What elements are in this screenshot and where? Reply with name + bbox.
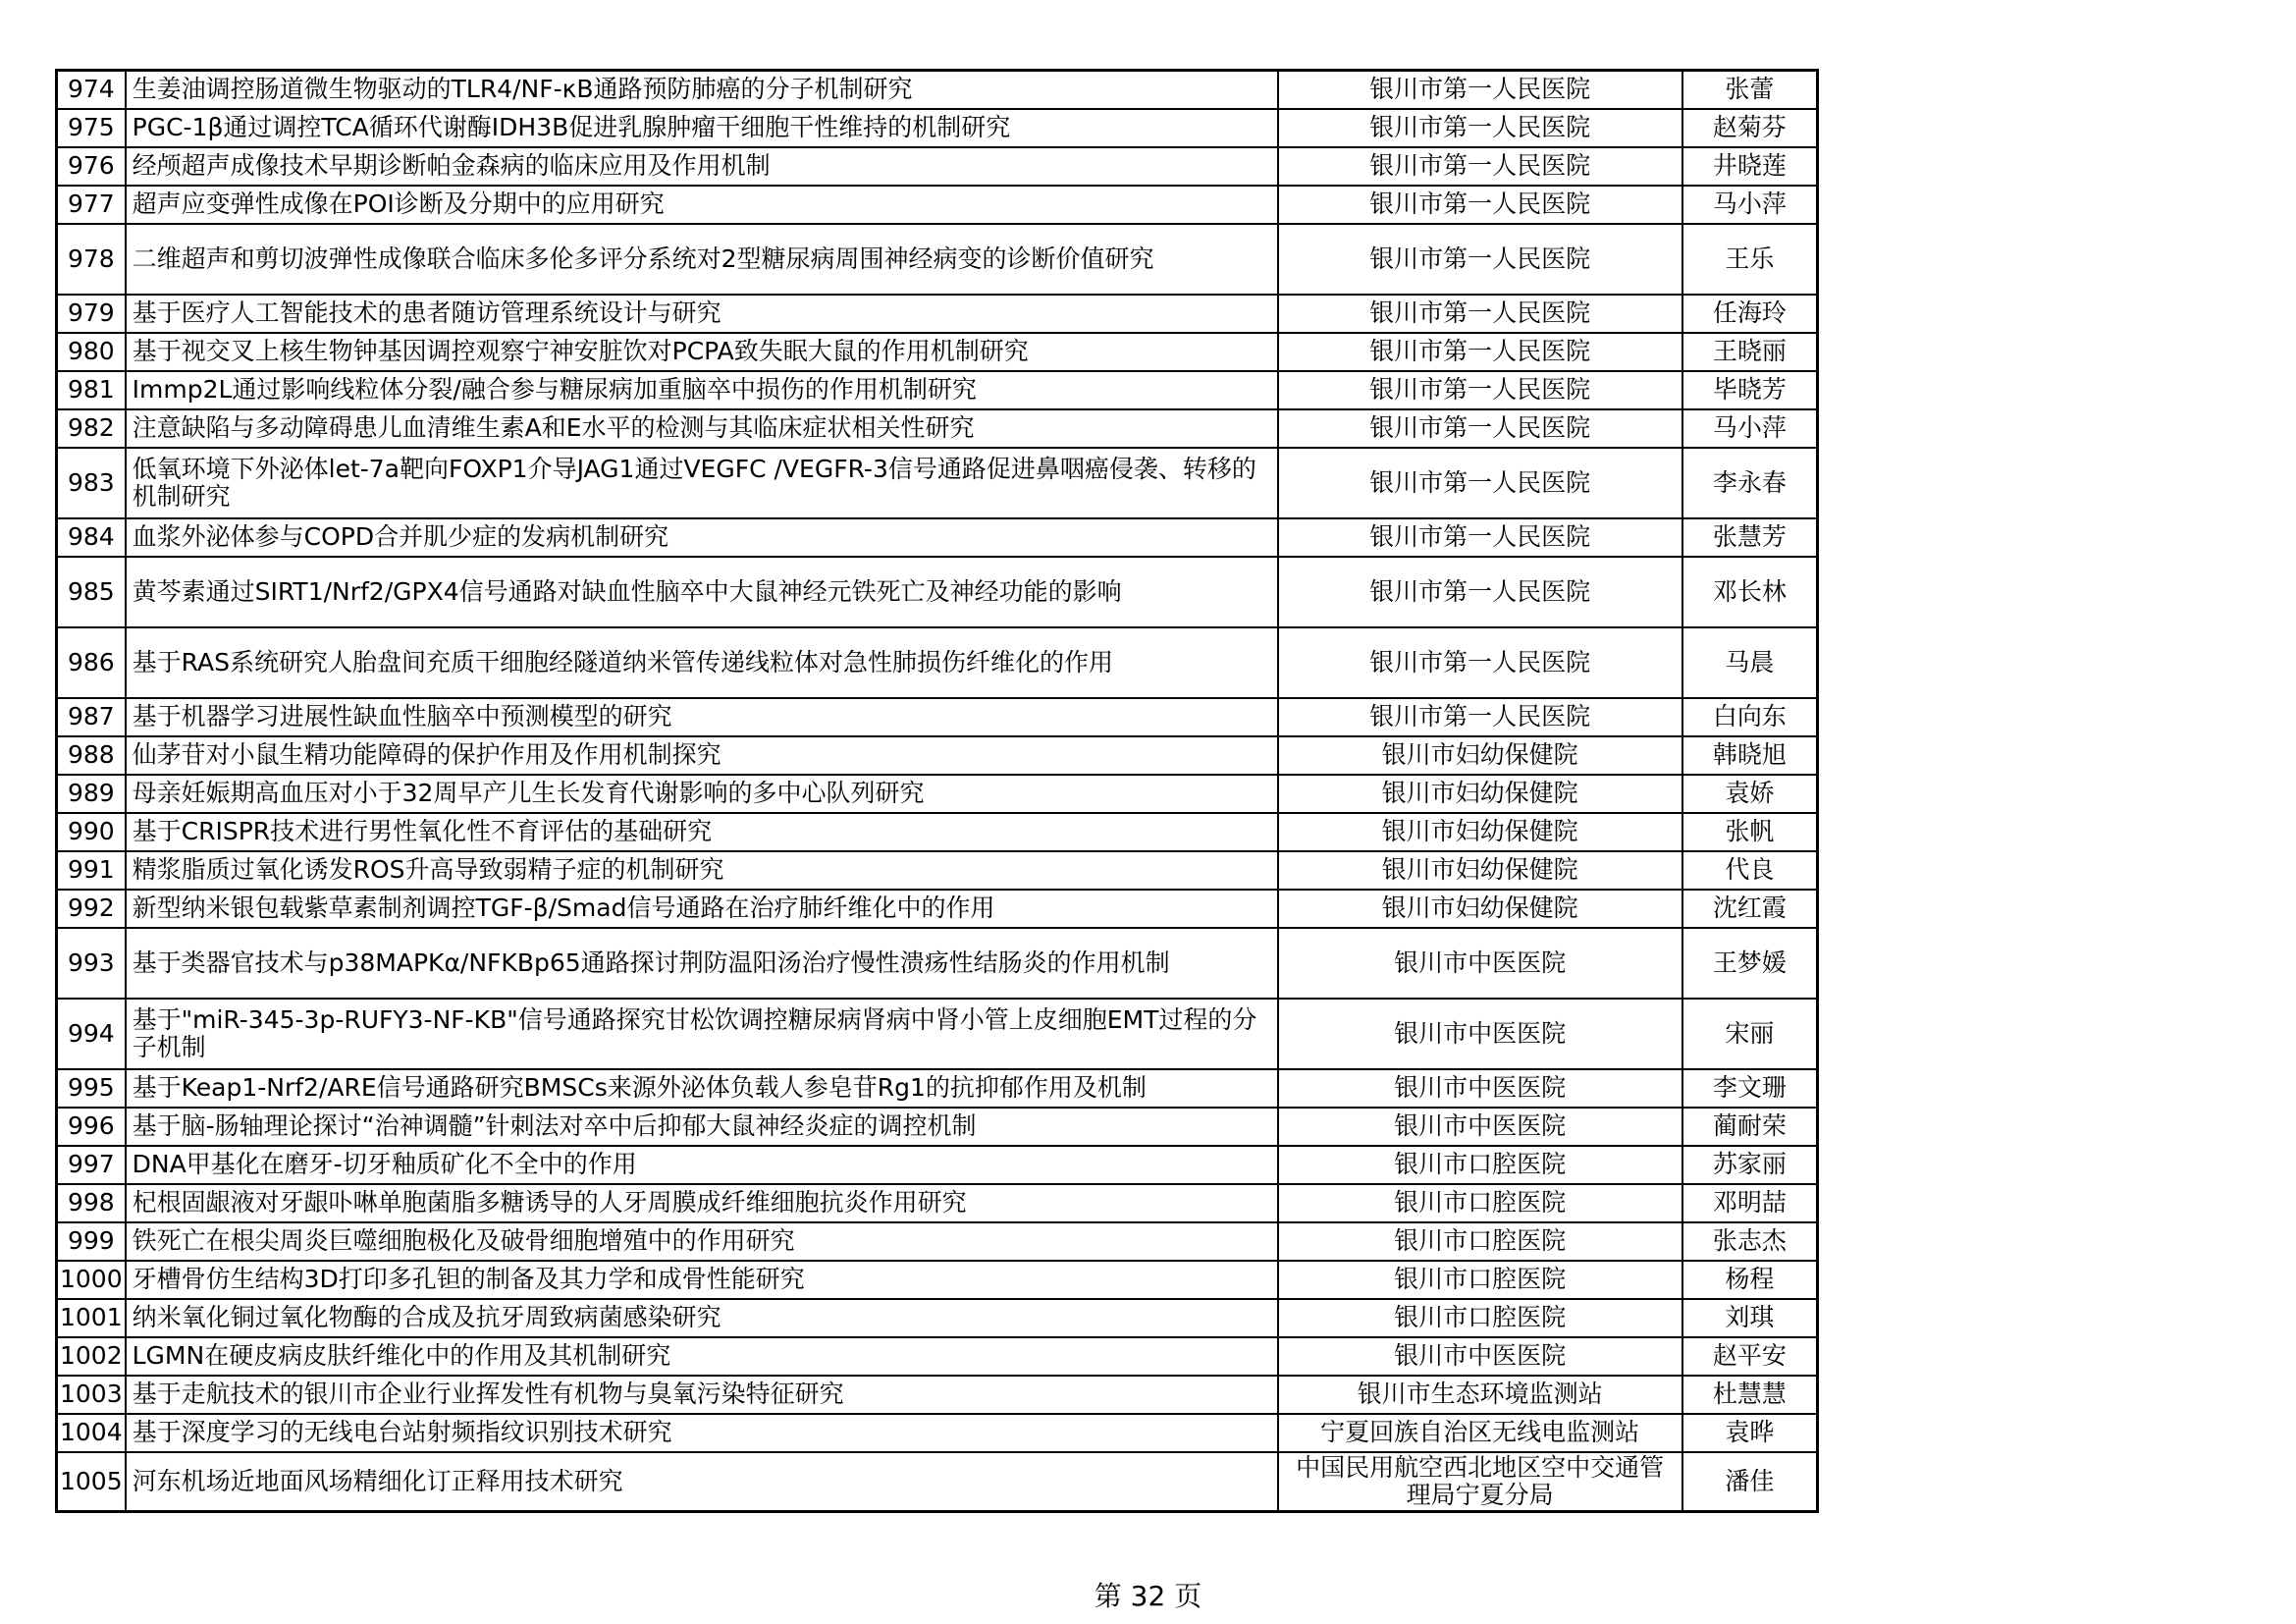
table-row xyxy=(57,1337,1818,1376)
project-title-cell: 基于Keap1-Nrf2/ARE信号通路研究BMSCs来源外泌体负载人参皂苷Rg1的抗抑郁作用及机制 xyxy=(126,1069,1278,1108)
person-in-charge-cell: 白向东 xyxy=(1682,698,1818,736)
institution-cell: 银川市口腔医院 xyxy=(1278,1299,1682,1337)
project-title-cell: 河东机场近地面风场精细化订正释用技术研究 xyxy=(126,1452,1278,1512)
project-number-cell: 997 xyxy=(57,1146,126,1184)
institution-cell: 银川市妇幼保健院 xyxy=(1278,775,1682,813)
project-number-cell: 992 xyxy=(57,890,126,928)
person-in-charge-cell: 蔺耐荣 xyxy=(1682,1108,1818,1146)
project-number-cell: 996 xyxy=(57,1108,126,1146)
project-title-cell: 超声应变弹性成像在POI诊断及分期中的应用研究 xyxy=(126,186,1278,224)
institution-cell: 银川市第一人民医院 xyxy=(1278,557,1682,627)
project-title-cell: 基于CRISPR技术进行男性氧化性不育评估的基础研究 xyxy=(126,813,1278,851)
project-number-cell: 987 xyxy=(57,698,126,736)
project-title-cell: 二维超声和剪切波弹性成像联合临床多伦多评分系统对2型糖尿病周围神经病变的诊断价值研究 xyxy=(126,224,1278,295)
table-row xyxy=(57,1261,1818,1299)
project-number-cell: 1005 xyxy=(57,1452,126,1512)
table-row xyxy=(57,627,1818,698)
table-row xyxy=(57,890,1818,928)
table-row xyxy=(57,1222,1818,1261)
project-number-cell: 989 xyxy=(57,775,126,813)
project-number-cell: 978 xyxy=(57,224,126,295)
institution-cell: 银川市生态环境监测站 xyxy=(1278,1376,1682,1414)
person-in-charge-cell: 杨程 xyxy=(1682,1261,1818,1299)
project-title-cell: 基于"miR-345-3p-RUFY3-NF-KB"信号通路探究甘松饮调控糖尿病肾病中肾小管上皮细胞EMT过程的分子机制 xyxy=(126,999,1278,1069)
institution-cell: 银川市口腔医院 xyxy=(1278,1184,1682,1222)
person-in-charge-cell: 袁娇 xyxy=(1682,775,1818,813)
table-row xyxy=(57,224,1818,295)
project-title-cell: 纳米氧化铜过氧化物酶的合成及抗牙周致病菌感染研究 xyxy=(126,1299,1278,1337)
person-in-charge-cell: 任海玲 xyxy=(1682,295,1818,333)
institution-cell: 银川市妇幼保健院 xyxy=(1278,813,1682,851)
project-number-cell: 982 xyxy=(57,409,126,448)
project-title-cell: Immp2L通过影响线粒体分裂/融合参与糖尿病加重脑卒中损伤的作用机制研究 xyxy=(126,371,1278,409)
institution-cell: 银川市第一人民医院 xyxy=(1278,71,1682,109)
person-in-charge-cell: 王晓丽 xyxy=(1682,333,1818,371)
person-in-charge-cell: 苏家丽 xyxy=(1682,1146,1818,1184)
institution-cell: 银川市妇幼保健院 xyxy=(1278,890,1682,928)
project-title-cell: 经颅超声成像技术早期诊断帕金森病的临床应用及作用机制 xyxy=(126,147,1278,186)
table-row xyxy=(57,736,1818,775)
institution-cell: 银川市妇幼保健院 xyxy=(1278,851,1682,890)
institution-cell: 银川市中医医院 xyxy=(1278,1069,1682,1108)
institution-cell: 银川市口腔医院 xyxy=(1278,1146,1682,1184)
project-number-cell: 1004 xyxy=(57,1414,126,1452)
institution-cell: 银川市第一人民医院 xyxy=(1278,698,1682,736)
table-row xyxy=(57,999,1818,1069)
table-row xyxy=(57,71,1818,109)
project-number-cell: 1001 xyxy=(57,1299,126,1337)
person-in-charge-cell: 赵菊芬 xyxy=(1682,109,1818,147)
institution-cell: 银川市第一人民医院 xyxy=(1278,518,1682,557)
table-row xyxy=(57,371,1818,409)
person-in-charge-cell: 赵平安 xyxy=(1682,1337,1818,1376)
project-number-cell: 979 xyxy=(57,295,126,333)
table-row xyxy=(57,928,1818,999)
project-title-cell: 低氧环境下外泌体let-7a靶向FOXP1介导JAG1通过VEGFC /VEGFR-3信号通路促进鼻咽癌侵袭、转移的机制研究 xyxy=(126,448,1278,518)
institution-cell: 银川市中医医院 xyxy=(1278,1108,1682,1146)
project-title-cell: 铁死亡在根尖周炎巨噬细胞极化及破骨细胞增殖中的作用研究 xyxy=(126,1222,1278,1261)
project-title-cell: 注意缺陷与多动障碍患儿血清维生素A和E水平的检测与其临床症状相关性研究 xyxy=(126,409,1278,448)
institution-cell: 银川市第一人民医院 xyxy=(1278,295,1682,333)
project-title-cell: PGC-1β通过调控TCA循环代谢酶IDH3B促进乳腺肿瘤干细胞干性维持的机制研究 xyxy=(126,109,1278,147)
institution-cell: 银川市第一人民医院 xyxy=(1278,409,1682,448)
project-title-cell: 基于视交叉上核生物钟基因调控观察宁神安脏饮对PCPA致失眠大鼠的作用机制研究 xyxy=(126,333,1278,371)
person-in-charge-cell: 张慧芳 xyxy=(1682,518,1818,557)
institution-cell: 宁夏回族自治区无线电监测站 xyxy=(1278,1414,1682,1452)
person-in-charge-cell: 马小萍 xyxy=(1682,186,1818,224)
project-title-cell: 基于走航技术的银川市企业行业挥发性有机物与臭氧污染特征研究 xyxy=(126,1376,1278,1414)
table-row xyxy=(57,333,1818,371)
project-title-cell: 仙茅苷对小鼠生精功能障碍的保护作用及作用机制探究 xyxy=(126,736,1278,775)
project-title-cell: 母亲妊娠期高血压对小于32周早产儿生长发育代谢影响的多中心队列研究 xyxy=(126,775,1278,813)
project-title-cell: 基于脑-肠轴理论探讨“治神调髓”针刺法对卒中后抑郁大鼠神经炎症的调控机制 xyxy=(126,1108,1278,1146)
person-in-charge-cell: 王乐 xyxy=(1682,224,1818,295)
institution-cell: 银川市口腔医院 xyxy=(1278,1222,1682,1261)
person-in-charge-cell: 马晨 xyxy=(1682,627,1818,698)
project-title-cell: 生姜油调控肠道微生物驱动的TLR4/NF-κB通路预防肺癌的分子机制研究 xyxy=(126,71,1278,109)
project-title-cell: 基于类器官技术与p38MAPKα/NFKBp65通路探讨荆防温阳汤治疗慢性溃疡性结肠炎的作用机制 xyxy=(126,928,1278,999)
person-in-charge-cell: 宋丽 xyxy=(1682,999,1818,1069)
project-number-cell: 983 xyxy=(57,448,126,518)
person-in-charge-cell: 张蕾 xyxy=(1682,71,1818,109)
table-row xyxy=(57,448,1818,518)
project-table xyxy=(55,69,1819,1513)
project-number-cell: 990 xyxy=(57,813,126,851)
table-row xyxy=(57,775,1818,813)
table-row xyxy=(57,1452,1818,1512)
project-title-cell: 黄芩素通过SIRT1/Nrf2/GPX4信号通路对缺血性脑卒中大鼠神经元铁死亡及神经功能的影响 xyxy=(126,557,1278,627)
project-title-cell: 牙槽骨仿生结构3D打印多孔钽的制备及其力学和成骨性能研究 xyxy=(126,1261,1278,1299)
project-title-cell: 基于机器学习进展性缺血性脑卒中预测模型的研究 xyxy=(126,698,1278,736)
project-number-cell: 976 xyxy=(57,147,126,186)
person-in-charge-cell: 李永春 xyxy=(1682,448,1818,518)
institution-cell: 银川市第一人民医院 xyxy=(1278,224,1682,295)
institution-cell: 银川市第一人民医院 xyxy=(1278,333,1682,371)
institution-cell: 银川市口腔医院 xyxy=(1278,1261,1682,1299)
institution-cell: 银川市第一人民医院 xyxy=(1278,147,1682,186)
table-row xyxy=(57,698,1818,736)
institution-cell: 银川市第一人民医院 xyxy=(1278,186,1682,224)
institution-cell: 银川市第一人民医院 xyxy=(1278,627,1682,698)
project-title-cell: 基于深度学习的无线电台站射频指纹识别技术研究 xyxy=(126,1414,1278,1452)
table-row xyxy=(57,147,1818,186)
project-title-cell: DNA甲基化在磨牙-切牙釉质矿化不全中的作用 xyxy=(126,1146,1278,1184)
person-in-charge-cell: 沈红霞 xyxy=(1682,890,1818,928)
project-number-cell: 984 xyxy=(57,518,126,557)
project-number-cell: 981 xyxy=(57,371,126,409)
person-in-charge-cell: 张志杰 xyxy=(1682,1222,1818,1261)
table-row xyxy=(57,518,1818,557)
person-in-charge-cell: 潘佳 xyxy=(1682,1452,1818,1512)
project-number-cell: 995 xyxy=(57,1069,126,1108)
project-title-cell: LGMN在硬皮病皮肤纤维化中的作用及其机制研究 xyxy=(126,1337,1278,1376)
project-number-cell: 977 xyxy=(57,186,126,224)
person-in-charge-cell: 张帆 xyxy=(1682,813,1818,851)
table-row xyxy=(57,186,1818,224)
institution-cell: 银川市第一人民医院 xyxy=(1278,371,1682,409)
institution-cell: 银川市中医医院 xyxy=(1278,928,1682,999)
project-number-cell: 985 xyxy=(57,557,126,627)
person-in-charge-cell: 代良 xyxy=(1682,851,1818,890)
table-row xyxy=(57,851,1818,890)
project-number-cell: 988 xyxy=(57,736,126,775)
table-row xyxy=(57,1376,1818,1414)
project-number-cell: 994 xyxy=(57,999,126,1069)
person-in-charge-cell: 邓明喆 xyxy=(1682,1184,1818,1222)
project-number-cell: 1000 xyxy=(57,1261,126,1299)
project-number-cell: 993 xyxy=(57,928,126,999)
table-row xyxy=(57,409,1818,448)
table-row xyxy=(57,1108,1818,1146)
page-number: 第 32 页 xyxy=(1094,1580,1202,1612)
person-in-charge-cell: 井晓莲 xyxy=(1682,147,1818,186)
project-number-cell: 999 xyxy=(57,1222,126,1261)
project-title-cell: 新型纳米银包载紫草素制剂调控TGF-β/Smad信号通路在治疗肺纤维化中的作用 xyxy=(126,890,1278,928)
project-title-cell: 基于RAS系统研究人胎盘间充质干细胞经隧道纳米管传递线粒体对急性肺损伤纤维化的作用 xyxy=(126,627,1278,698)
project-title-cell: 精浆脂质过氧化诱发ROS升高导致弱精子症的机制研究 xyxy=(126,851,1278,890)
table-row xyxy=(57,1184,1818,1222)
table-row xyxy=(57,295,1818,333)
project-title-cell: 基于医疗人工智能技术的患者随访管理系统设计与研究 xyxy=(126,295,1278,333)
person-in-charge-cell: 王梦媛 xyxy=(1682,928,1818,999)
institution-cell: 银川市妇幼保健院 xyxy=(1278,736,1682,775)
project-number-cell: 974 xyxy=(57,71,126,109)
project-title-cell: 杞根固龈液对牙龈卟啉单胞菌脂多糖诱导的人牙周膜成纤维细胞抗炎作用研究 xyxy=(126,1184,1278,1222)
table-row xyxy=(57,813,1818,851)
table-row xyxy=(57,557,1818,627)
table-row xyxy=(57,1414,1818,1452)
person-in-charge-cell: 毕晓芳 xyxy=(1682,371,1818,409)
project-number-cell: 1002 xyxy=(57,1337,126,1376)
table-row xyxy=(57,109,1818,147)
person-in-charge-cell: 马小萍 xyxy=(1682,409,1818,448)
institution-cell: 银川市中医医院 xyxy=(1278,1337,1682,1376)
table-row xyxy=(57,1299,1818,1337)
institution-cell: 银川市第一人民医院 xyxy=(1278,448,1682,518)
project-title-cell: 血浆外泌体参与COPD合并肌少症的发病机制研究 xyxy=(126,518,1278,557)
person-in-charge-cell: 杜慧慧 xyxy=(1682,1376,1818,1414)
project-number-cell: 1003 xyxy=(57,1376,126,1414)
institution-cell: 银川市第一人民医院 xyxy=(1278,109,1682,147)
project-number-cell: 975 xyxy=(57,109,126,147)
project-number-cell: 986 xyxy=(57,627,126,698)
project-number-cell: 991 xyxy=(57,851,126,890)
person-in-charge-cell: 刘琪 xyxy=(1682,1299,1818,1337)
project-number-cell: 998 xyxy=(57,1184,126,1222)
table-row xyxy=(57,1069,1818,1108)
institution-cell: 银川市中医医院 xyxy=(1278,999,1682,1069)
institution-cell: 中国民用航空西北地区空中交通管理局宁夏分局 xyxy=(1278,1452,1682,1512)
person-in-charge-cell: 韩晓旭 xyxy=(1682,736,1818,775)
person-in-charge-cell: 袁晔 xyxy=(1682,1414,1818,1452)
person-in-charge-cell: 李文珊 xyxy=(1682,1069,1818,1108)
project-number-cell: 980 xyxy=(57,333,126,371)
table-row xyxy=(57,1146,1818,1184)
project-table-body xyxy=(57,71,1818,1512)
person-in-charge-cell: 邓长林 xyxy=(1682,557,1818,627)
